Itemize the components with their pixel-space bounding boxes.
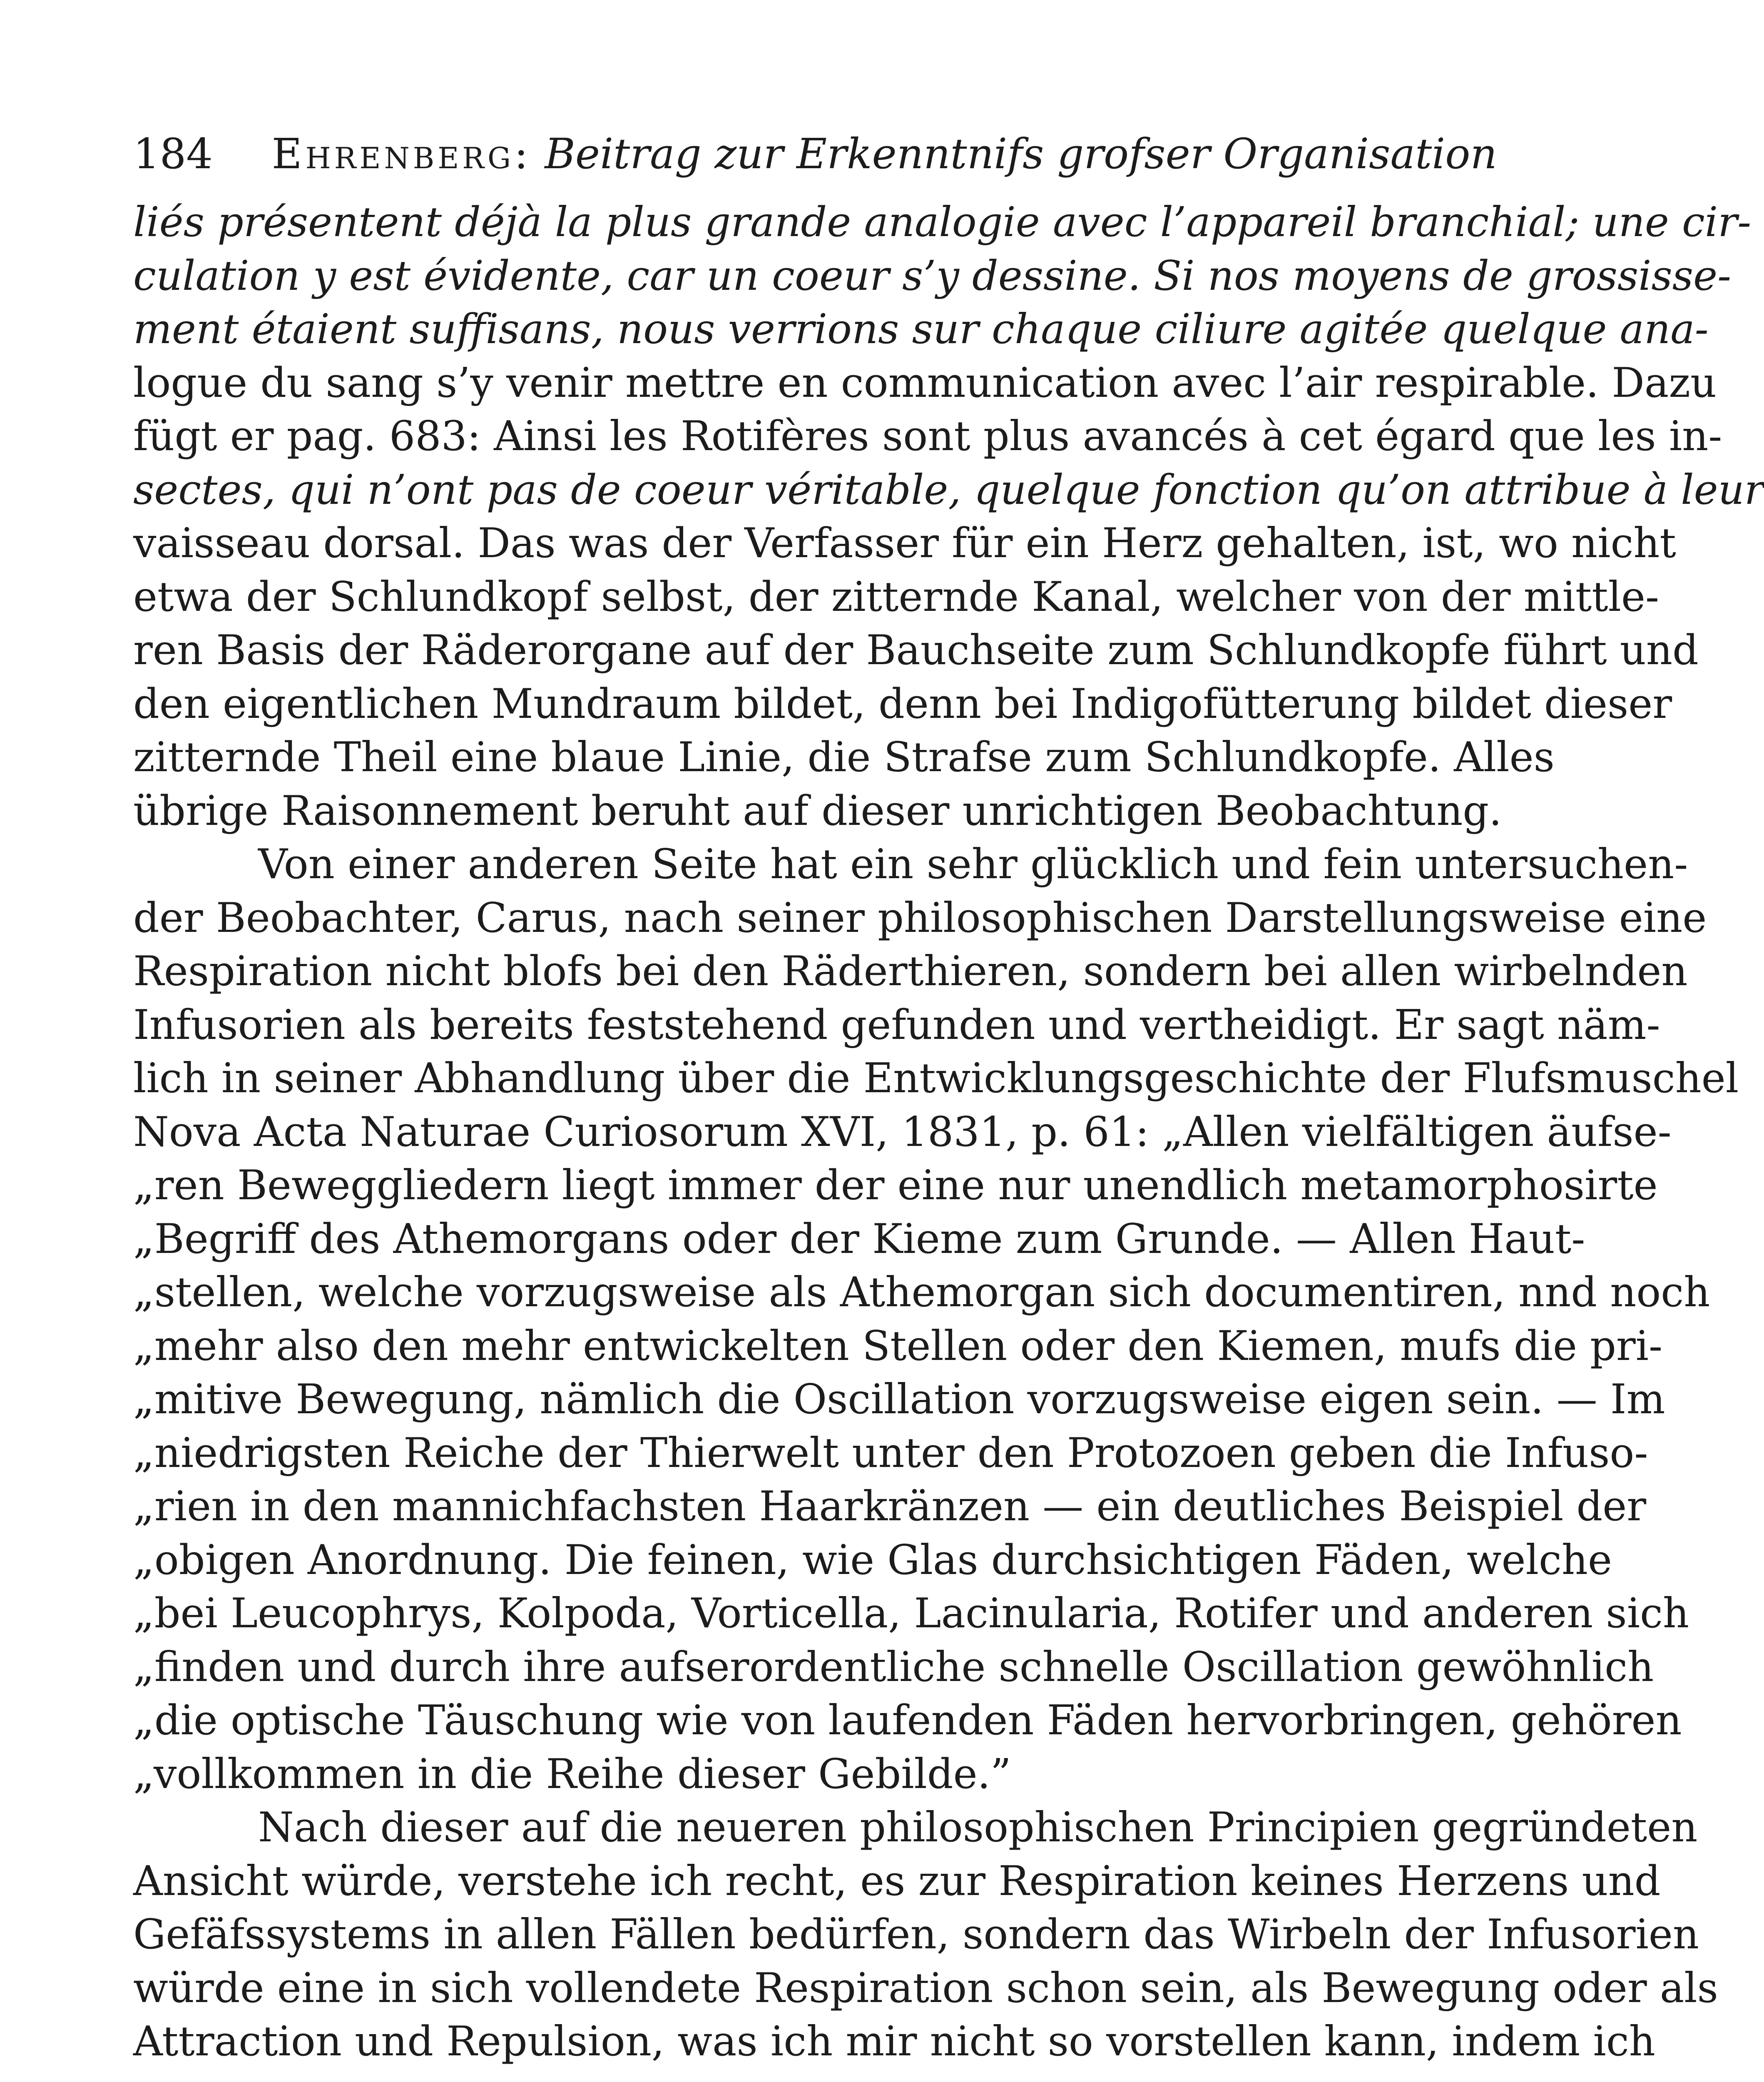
text-line: Attraction und Repulsion, was ich mir nicht so vorstellen kann, indem ich — [133, 2018, 1655, 2065]
text-line: „Begriff des Athemorgans oder der Kieme zum Grunde. — Allen Haut- — [133, 1215, 1585, 1263]
text-line: Respiration nicht blofs bei den Räderthieren, sondern bei allen wirbelnden — [133, 948, 1688, 995]
body-text — [133, 196, 1764, 2069]
text-line: Infusorien als bereits feststehend gefunden und vertheidigt. Er sagt näm- — [133, 1001, 1660, 1049]
text-line: zitternde Theil eine blaue Linie, die Strafse zum Schlundkopfe. Alles — [133, 734, 1555, 781]
text-line: „mitive Bewegung, nämlich die Oscillation vorzugsweise eigen sein. — Im — [133, 1376, 1665, 1423]
text-line: logue du sang s’y venir mettre en communication avec l’air respirable. Dazu — [133, 359, 1717, 407]
text-line: sectes, qui n’ont pas de coeur véritable, quelque fonction qu’on attribue à leur — [133, 466, 1764, 514]
text-line: Ansicht würde, verstehe ich recht, es zur Respiration keines Herzens und — [133, 1857, 1661, 1905]
text-line: „obigen Anordnung. Die feinen, wie Glas durchsichtigen Fäden, welche — [133, 1536, 1612, 1584]
text-line: ren Basis der Räderorgane auf der Bauchseite zum Schlundkopfe führt und — [133, 627, 1699, 674]
header-author: Ehrenberg: — [271, 130, 532, 178]
text-line: „bei Leucophrys, Kolpoda, Vorticella, Lacinularia, Rotifer und anderen sich — [133, 1590, 1689, 1637]
text-line: übrige Raisonnement beruht auf dieser unrichtigen Beobachtung. — [133, 787, 1502, 835]
text-line: „niedrigsten Reiche der Thierwelt unter den Protozoen geben die Infuso- — [133, 1429, 1648, 1477]
text-line: „rien in den mannichfachsten Haarkränzen — ein deutliches Beispiel der — [133, 1483, 1647, 1530]
page-number: 184 — [133, 130, 213, 178]
text-line: lich in seiner Abhandlung über die Entwicklungsgeschichte der Flufsmuschel — [133, 1055, 1739, 1102]
text-line: „stellen, welche vorzugsweise als Athemorgan sich documentiren, nnd noch — [133, 1269, 1710, 1316]
text-line: den eigentlichen Mundraum bildet, denn bei Indigofütterung bildet dieser — [133, 680, 1672, 728]
text-line: „ren Beweggliedern liegt immer der eine nur unendlich metamorphosirte — [133, 1162, 1658, 1209]
text-line: culation y est évidente, car un coeur s’y dessine. Si nos moyens de grossisse- — [133, 252, 1732, 300]
text-line: „finden und durch ihre aufserordentliche schnelle Oscillation gewöhnlich — [133, 1643, 1654, 1691]
running-header — [133, 125, 1497, 183]
text-line: Von einer anderen Seite hat ein sehr glücklich und fein untersuchen- — [258, 841, 1688, 888]
text-line: etwa der Schlundkopf selbst, der zitternde Kanal, welcher von der mittle- — [133, 573, 1660, 621]
text-line: fügt er pag. 683: Ainsi les Rotifères sont plus avancés à cet égard que les in- — [133, 413, 1722, 460]
text-line: „die optische Täuschung wie von laufenden Fäden hervorbringen, gehören — [133, 1697, 1682, 1744]
text-line: „vollkommen in die Reihe dieser Gebilde.” — [133, 1750, 1011, 1798]
text-line: würde eine in sich vollendete Respiration schon sein, als Bewegung oder als — [133, 1964, 1718, 2012]
text-line: vaisseau dorsal. Das was der Verfasser für ein Herz gehalten, ist, wo nicht — [133, 520, 1676, 567]
text-line: der Beobachter, Carus, nach seiner philosophischen Darstellungsweise eine — [133, 894, 1707, 942]
text-line: Nova Acta Naturae Curiosorum XVI, 1831, p. 61: „Allen vielfältigen äufse- — [133, 1108, 1672, 1156]
text-line: Gefäfssystems in allen Fällen bedürfen, sondern das Wirbeln der Infusorien — [133, 1911, 1699, 1958]
header-title: Beitrag zur Erkenntnifs grofser Organisation — [545, 130, 1497, 178]
text-line: Nach dieser auf die neueren philosophischen Principien gegründeten — [258, 1804, 1698, 1851]
text-line: liés présentent déjà la plus grande analogie avec l’appareil branchial; une cir- — [133, 199, 1752, 246]
text-line: „mehr also den mehr entwickelten Stellen oder den Kiemen, mufs die pri- — [133, 1322, 1663, 1370]
text-line: ment étaient suffisans, nous verrions sur chaque ciliure agitée quelque ana- — [133, 306, 1709, 353]
